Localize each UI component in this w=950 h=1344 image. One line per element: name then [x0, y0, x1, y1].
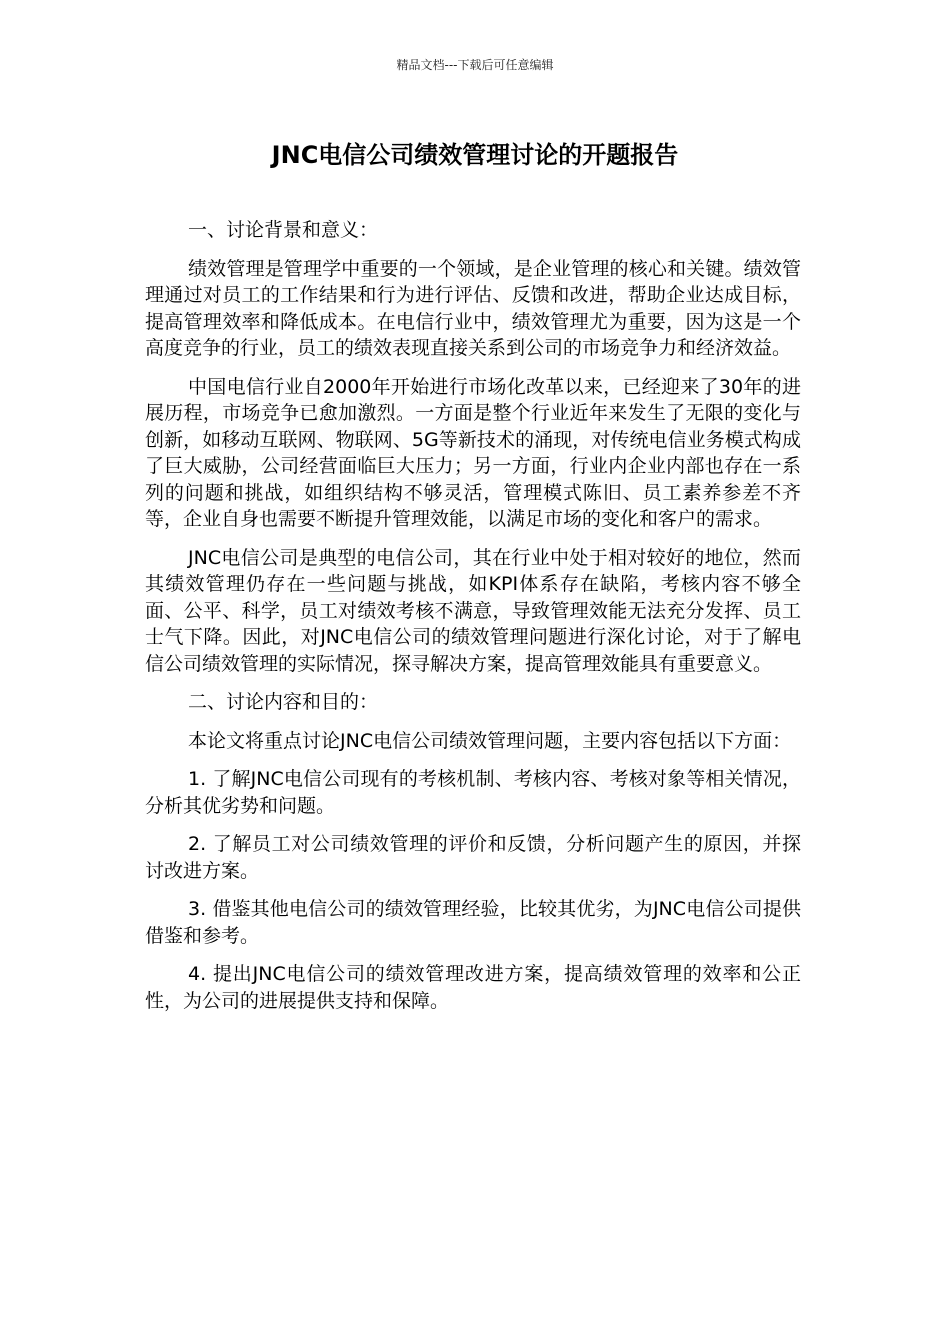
list-item-3: 3. 借鉴其他电信公司的绩效管理经验，比较其优劣，为JNC电信公司提供借鉴和参考。 — [145, 898, 801, 947]
document-title: JNC电信公司绩效管理讨论的开题报告 — [271, 141, 679, 169]
list-item-2: 2. 了解员工对公司绩效管理的评价和反馈，分析问题产生的原因，并探讨改进方案。 — [145, 833, 801, 882]
document-body — [145, 217, 801, 1026]
section-2-heading: 二、讨论内容和目的： — [188, 691, 379, 713]
section-1-heading: 一、讨论背景和意义： — [188, 219, 379, 241]
section-2-intro: 本论文将重点讨论JNC电信公司绩效管理问题，主要内容包括以下方面： — [188, 729, 792, 752]
section-1-paragraph-1: 绩效管理是管理学中重要的一个领域，是企业管理的核心和关键。绩效管理通过对员工的工作结果和行为进行评估、反馈和改进，帮助企业达成目标，提高管理效率和降低成本。在电信行业中，绩效管理尤为重要，因为这是一个高度竞争的行业，员工的绩效表现直接关系到公司的市场竞争力和经济效益。 — [145, 257, 801, 359]
section-1-paragraph-2: 中国电信行业自2000年开始进行市场化改革以来，已经迎来了30年的进展历程，市场竞争已愈加激烈。一方面是整个行业近年来发生了无限的变化与创新，如移动互联网、物联网、5G等新技术的涌现，对传统电信业务模式构成了巨大威胁，公司经营面临巨大压力；另一方面，行业内企业内部也存在一系列的问题和挑战，如组织结构不够灵活，管理模式陈旧、员工素养参差不齐等，企业自身也需要不断提升管理效能，以满足市场的变化和客户的需求。 — [145, 375, 801, 530]
section-1-paragraph-3: JNC电信公司是典型的电信公司，其在行业中处于相对较好的地位，然而其绩效管理仍存在一些问题与挑战，如KPI体系存在缺陷，考核内容不够全面、公平、科学，员工对绩效考核不满意，导致管理效能无法充分发挥、员工士气下降。因此，对JNC电信公司的绩效管理问题进行深化讨论，对于了解电信公司绩效管理的实际情况，探寻解决方案，提高管理效能具有重要意义。 — [145, 546, 801, 675]
list-item-1: 1. 了解JNC电信公司现有的考核机制、考核内容、考核对象等相关情况，分析其优劣势和问题。 — [145, 768, 801, 817]
header-note: 精品文档---下载后可任意编辑 — [396, 58, 554, 72]
list-item-4: 4. 提出JNC电信公司的绩效管理改进方案，提高绩效管理的效率和公正性，为公司的进展提供支持和保障。 — [145, 963, 801, 1012]
